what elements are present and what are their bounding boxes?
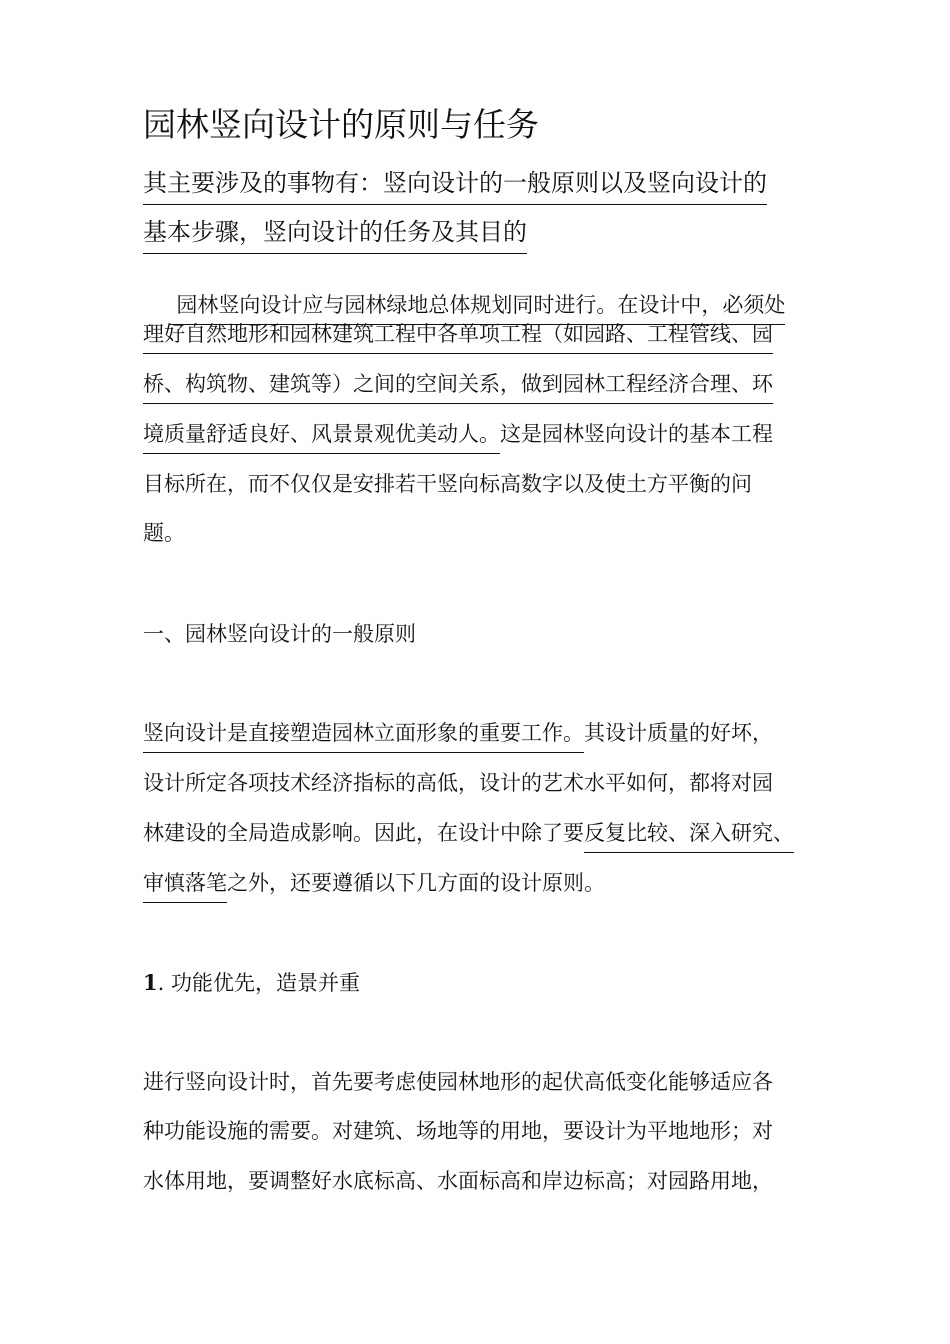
- para3-line-1: 进行竖向设计时，首先要考虑使园林地形的起伏高低变化能够适应各: [143, 1070, 773, 1094]
- body-text: 这是园林竖向设计的基本工程: [500, 422, 773, 446]
- section-heading: 一、园林竖向设计的一般原则: [143, 622, 416, 646]
- item-heading: [143, 972, 360, 994]
- subtitle-line-1: [143, 171, 767, 195]
- subtitle-text: 其主要涉及的事物有：竖向设计的一般原则以及竖向设计的: [143, 169, 767, 205]
- item-heading-text: . 功能优先，造景并重: [157, 971, 360, 995]
- underlined-text: 境质量舒适良好、风景景观优美动人。: [143, 422, 500, 454]
- underlined-text: 反复比较、深入研究、: [584, 821, 794, 853]
- intro-line-5: 目标所在，而不仅仅是安排若干竖向标高数字以及使土方平衡的问: [143, 472, 752, 496]
- subtitle-text: 基本步骤，竖向设计的任务及其目的: [143, 218, 527, 254]
- para2-line-2: 设计所定各项技术经济指标的高低，设计的艺术水平如何，都将对园: [143, 771, 773, 795]
- underlined-text: 园林竖向设计应与园林绿地总体规划同时进行。在设计中，必须处: [170, 293, 786, 325]
- subtitle-line-2: [143, 220, 527, 244]
- intro-line-2: [143, 324, 773, 345]
- body-text: 其设计质量的好坏，: [584, 721, 773, 745]
- item-number: 1: [143, 970, 158, 995]
- document-title: 园林竖向设计的原则与任务: [143, 105, 539, 144]
- body-text: 林建设的全局造成影响。因此，在设计中除了要: [143, 821, 584, 845]
- para2-line-1: [143, 723, 773, 744]
- para3-line-2: 种功能设施的需要。对建筑、场地等的用地，要设计为平地地形；对: [143, 1119, 773, 1143]
- underlined-text: 理好自然地形和园林建筑工程中各单项工程（如园路、工程管线、园: [143, 322, 773, 354]
- intro-line-4: [143, 424, 773, 445]
- underlined-text: 桥、构筑物、建筑等）之间的空间关系，做到园林工程经济合理、环: [143, 372, 773, 404]
- intro-line-3: [143, 374, 773, 395]
- underlined-text: 竖向设计是直接塑造园林立面形象的重要工作。: [143, 721, 584, 753]
- para3-line-3: 水体用地，要调整好水底标高、水面标高和岸边标高；对园路用地，: [143, 1169, 773, 1193]
- para2-line-3: [143, 823, 794, 844]
- para2-line-4: [143, 873, 605, 894]
- intro-line-6: 题。: [143, 521, 185, 545]
- body-text: 之外，还要遵循以下几方面的设计原则。: [227, 871, 605, 895]
- underlined-text: 审慎落笔: [143, 871, 227, 903]
